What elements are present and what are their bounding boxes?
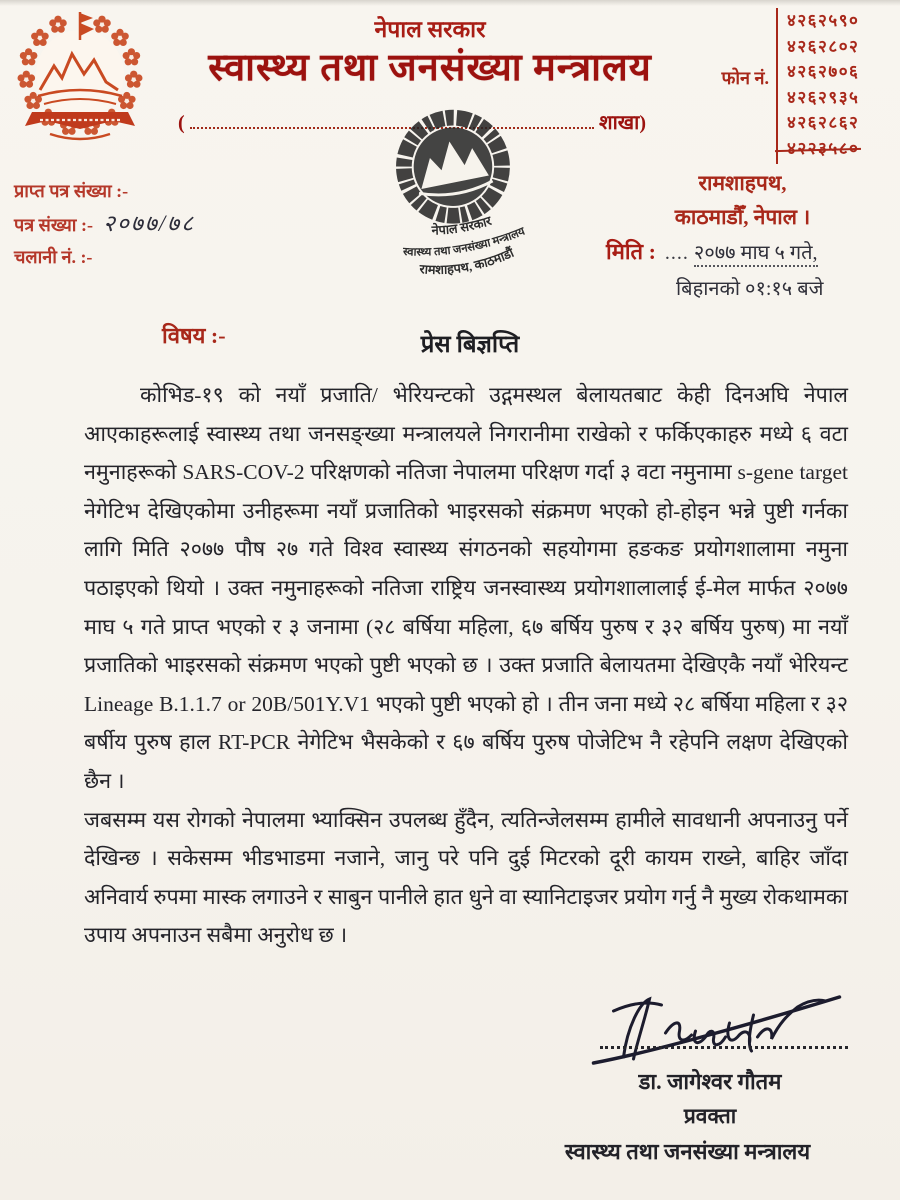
signatory-name: डा. जागेश्वर गौतम	[638, 1069, 782, 1094]
subject-label: विषय :-	[162, 323, 226, 348]
letter-body	[84, 376, 848, 955]
stamp-text-government: नेपाल सरकार	[431, 213, 494, 238]
received-letter-no-line	[14, 176, 195, 208]
government-name: नेपाल सरकार	[374, 17, 486, 42]
body-paragraph-1: कोभिड-१९ को नयाँ प्रजाति/ भेरियन्टको उद्गमस्थल बेलायतबाट केही दिनअघि नेपाल आएकाहरूलाई स्वास्थ्य तथा जनसङ्ख्या मन्त्रालयले निगरानीमा राखेको र फर्किएकाहरु मध्ये ६ वटा नमुनाहरूको SARS-COV-2 परिक्षणको नतिजा नेपालमा परिक्षण गर्दा ३ वटा नमुनामा s-gene target नेगेटिभ देखिएकोमा उनीहरूमा नयाँ प्रजातिको भाइरसको संक्रमण भएको हो-होइन भन्ने पुष्टी गर्नका लागि मिति २०७७ पौष २७ गते विश्व स्वास्थ्य संगठनको सहयोगमा हङकङ प्रयोगशालामा नमुना पठाइएको थियो । उक्त नमुनाहरूको नतिजा राष्ट्रिय जनस्वास्थ्य प्रयोगशालालाई ई-मेल मार्फत २०७७ माघ ५ गते प्राप्त भएको र ३ जनामा (२८ बर्षिया महिला, ६७ बर्षिय पुरुष र ३२ बर्षिय पुरुष) मा नयाँ प्रजातिको भाइरसको संक्रमण भएको पुष्टी भएको छ । उक्त प्रजाति बेलायतमा देखिएकै नयाँ भेरियन्ट Lineage B.1.1.7 or 20B/501Y.V1 भएको पुष्टी भएको हो । तीन जना मध्ये २८ बर्षिया महिला र ३२ बर्षीय पुरुष हाल RT-PCR नेगेटिभ भैसकेको र ६७ बर्षिय पुरुष पोजेटिभ नै रहेपनि लक्षण देखिएको छैन ।	[84, 383, 848, 793]
ministry-ink-stamp	[310, 89, 600, 324]
phone-number-struck: ४२२३५८०	[787, 136, 859, 162]
date-dots: ....	[664, 242, 689, 264]
phone-number: ४२६२५९०	[787, 11, 860, 30]
letter-no-line	[14, 208, 195, 242]
address-street: रामशाहपथ,	[698, 171, 787, 195]
stamp-text-address: रामशाहपथ, काठमाडौं	[419, 245, 516, 278]
phone-number: ४२६२८०२	[787, 36, 860, 56]
address-block	[635, 166, 850, 234]
letter-no-handwritten-value: २०७७/७८	[102, 211, 196, 236]
body-paragraph-2: जबसम्म यस रोगको नेपालमा भ्याक्सिन उपलब्ध हुँदैन, त्यतिन्जेलसम्म हामीले सावधानी अपनाउनु पर्ने देखिन्छ । सकेसम्म भीडभाडमा नजाने, जानु परे पनि दुई मिटरको दूरी कायम राख्ने, बाहिर जाँदा अनिवार्य रुपमा मास्क लगाउने र साबुन पानीले हात धुने वा स्यानिटाइजर प्रयोग गर्नु नै मुख्य रोकथामका उपाय अपनाउन सबैमा अनुरोध छ ।	[84, 807, 848, 948]
time-line: बिहानको ०१:१५ बजे	[676, 278, 824, 300]
branch-open-paren: (	[178, 112, 185, 134]
phone-number: ४२६२८६२	[787, 113, 860, 132]
address-city: काठमाडौँ, नेपाल ।	[674, 205, 811, 229]
phone-number: ४२६२९३५	[787, 87, 860, 107]
phone-block	[703, 4, 859, 164]
dispatch-no-label: चलानी नं. :-	[14, 247, 93, 267]
ministry-title: स्वास्थ्य तथा जनसंख्या मन्त्रालय	[208, 47, 652, 89]
signature-scribble	[585, 993, 850, 1068]
phone-label: फोन नं.	[721, 68, 769, 88]
press-release-title: प्रेस बिज्ञप्ति	[420, 332, 520, 358]
signatory-organization: स्वास्थ्य तथा जनसंख्या मन्त्रालय	[564, 1139, 811, 1164]
date-line	[606, 236, 886, 266]
branch-label: शाखा)	[599, 112, 646, 134]
signature-dotted-line	[600, 1046, 848, 1049]
phone-list	[778, 4, 859, 164]
stamp-text-ministry: स्वास्थ्य तथा जनसंख्या मन्त्रालय	[402, 225, 527, 259]
letter-no-label: पत्र संख्या :-	[14, 215, 93, 235]
dispatch-no-line	[14, 242, 195, 274]
received-letter-no-label: प्राप्त पत्र संख्या :-	[14, 181, 129, 201]
signatory-role: प्रवक्ता	[683, 1104, 737, 1128]
date-label: मिति :	[606, 239, 656, 264]
phone-number: ४२६२७०६	[787, 62, 860, 81]
date-value: २०७७ माघ ५ गते,	[694, 242, 818, 267]
reference-block	[14, 176, 195, 274]
